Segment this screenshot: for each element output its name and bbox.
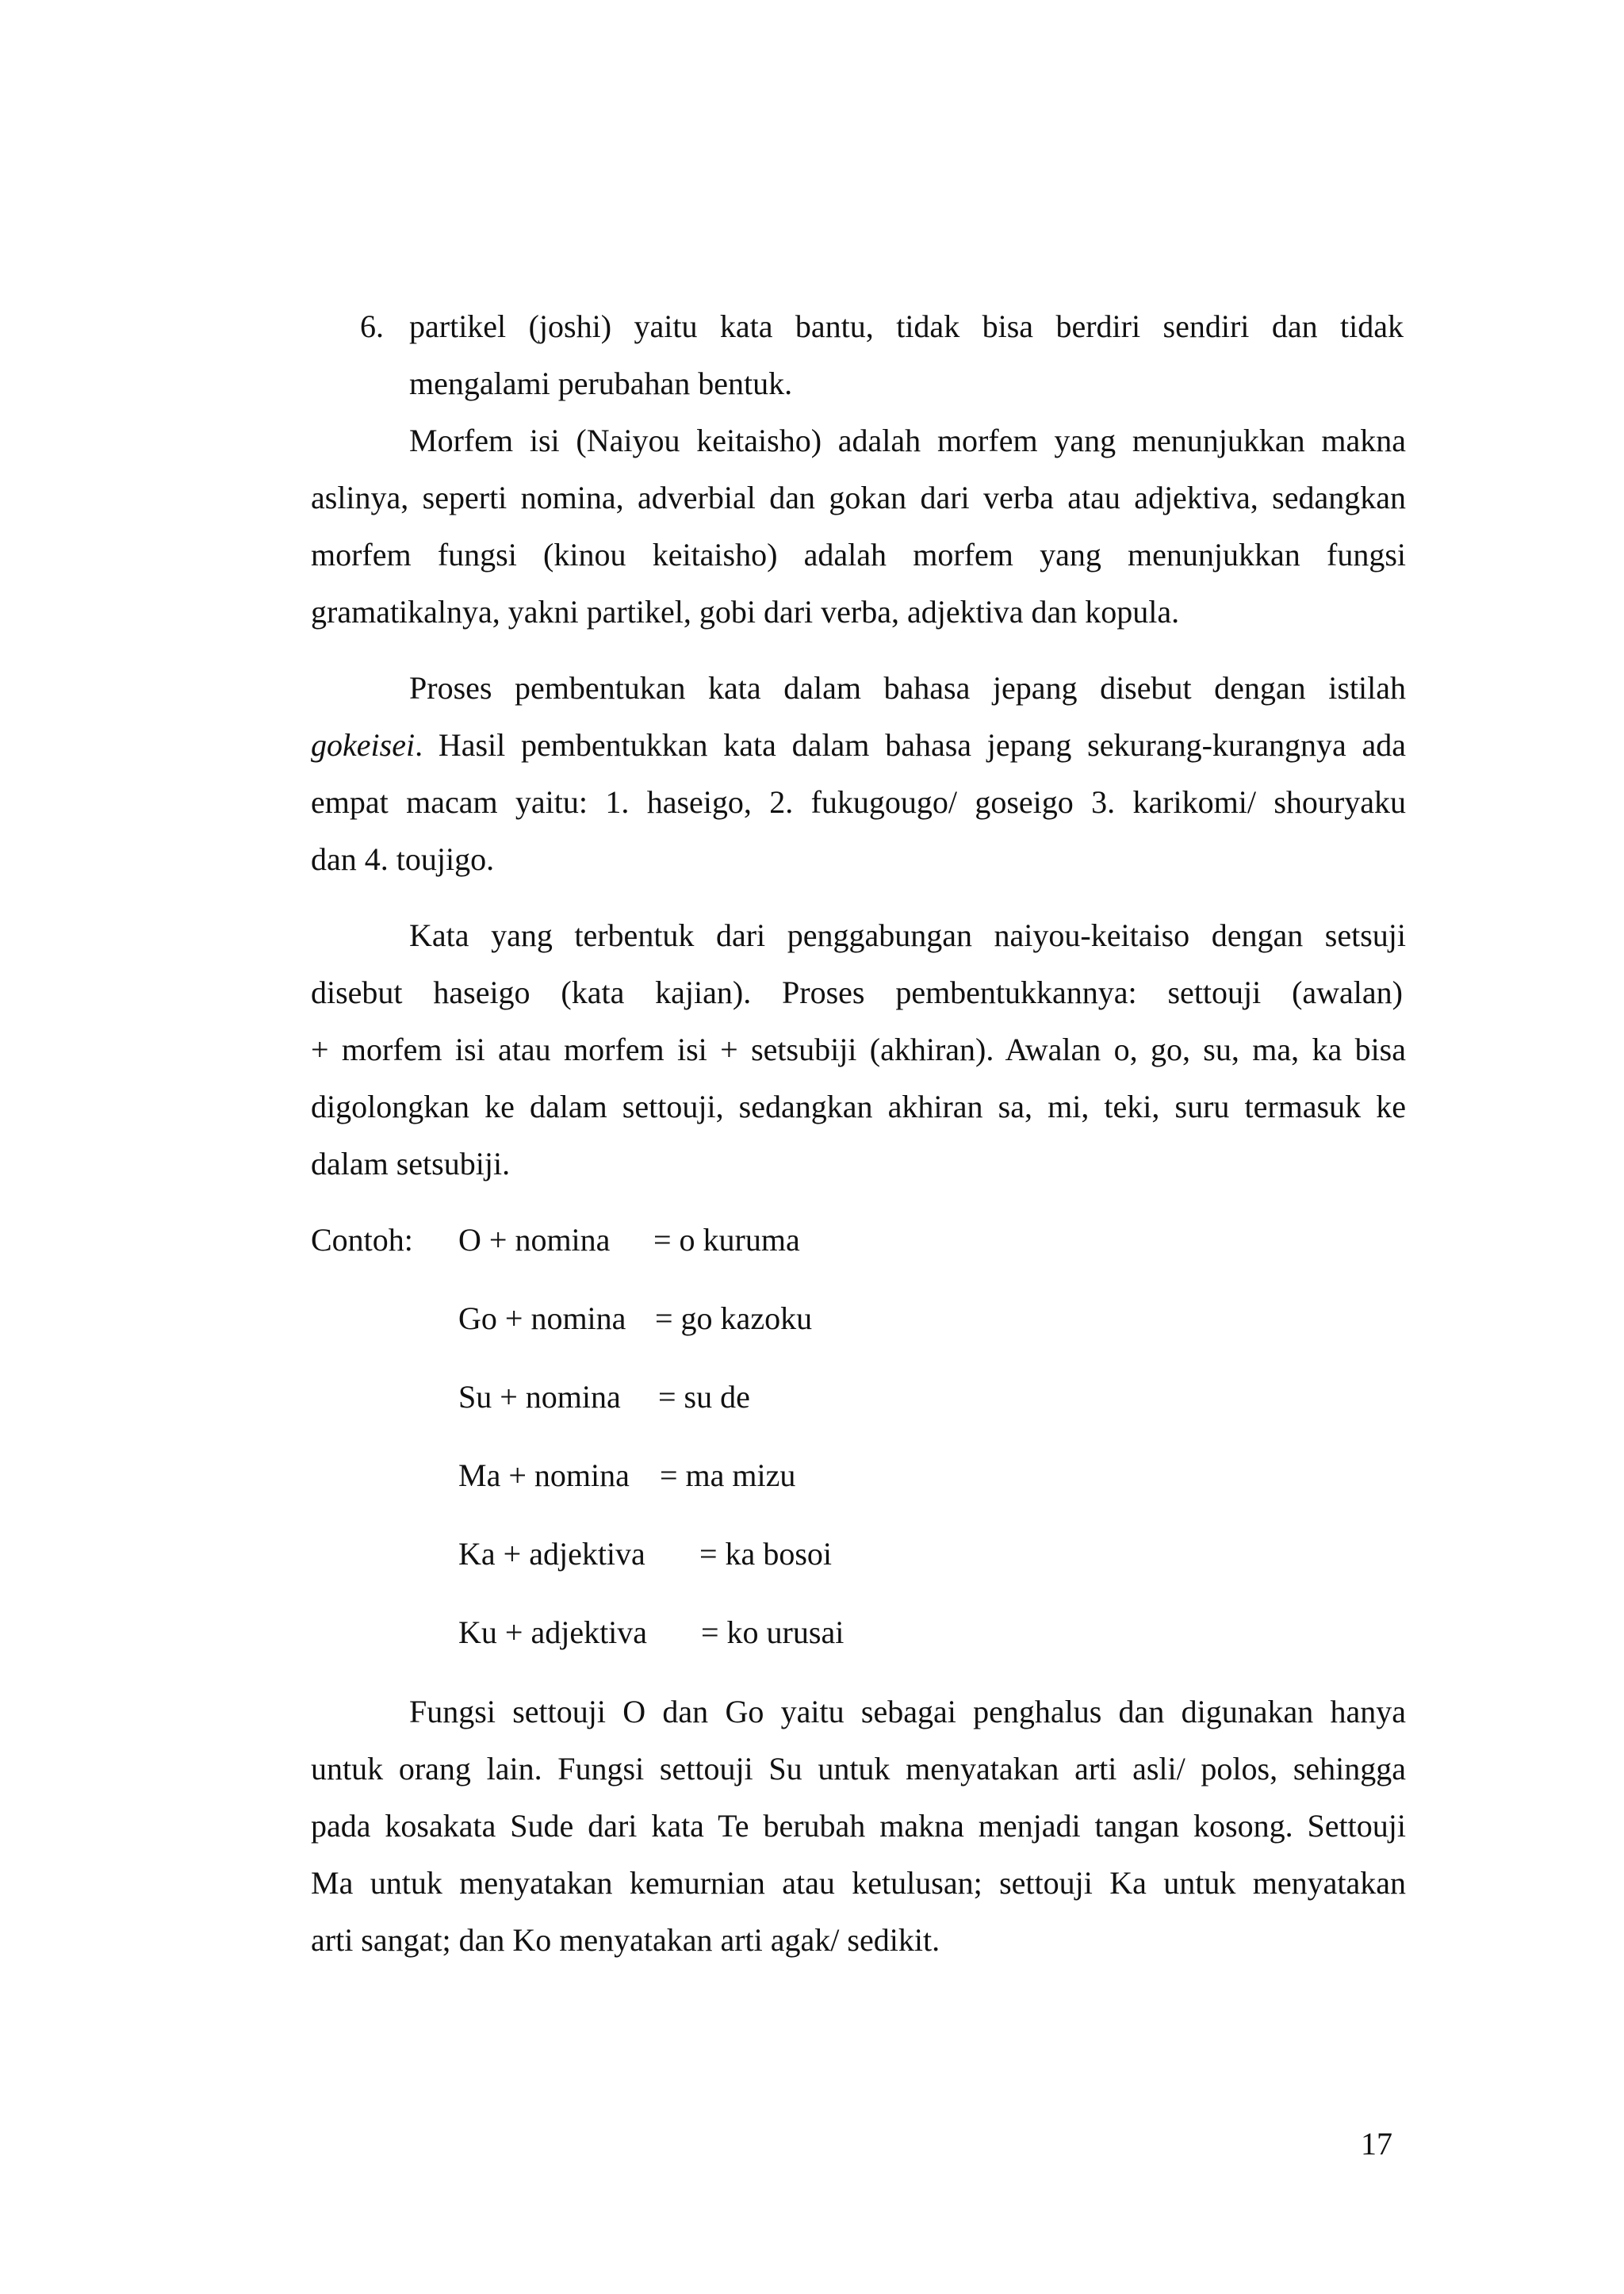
example-result: = ma mizu xyxy=(660,1457,796,1493)
italic-term: gokeisei xyxy=(311,727,416,763)
example-result: = go kazoku xyxy=(655,1300,813,1336)
paragraph-line: pada kosakata Sude dari kata Te berubah makna menjadi tangan kosong. Settouji xyxy=(311,1808,1406,1844)
paragraph-line: arti sangat; dan Ko menyatakan arti agak/ sedikit. xyxy=(311,1922,940,1958)
example-formula: O + nomina xyxy=(458,1222,611,1258)
example-formula: Go + nomina xyxy=(458,1300,626,1336)
example-formula: Su + nomina xyxy=(458,1379,621,1415)
paragraph-line: untuk orang lain. Fungsi settouji Su untuk menyatakan arti asli/ polos, sehingga xyxy=(311,1751,1406,1787)
paragraph-line xyxy=(311,726,1406,764)
paragraph-line: digolongkan ke dalam settouji, sedangkan akhiran sa, mi, teki, suru termasuk ke xyxy=(311,1089,1406,1124)
paragraph-line: aslinya, seperti nomina, adverbial dan gokan dari verba atau adjektiva, sedangkan xyxy=(311,480,1406,515)
list-item-number: 6. xyxy=(360,308,384,344)
paragraph-line: Kata yang terbentuk dari penggabungan naiyou-keitaiso dengan setsuji xyxy=(409,917,1406,953)
list-item-line-2: mengalami perubahan bentuk. xyxy=(409,366,793,401)
paragraph-line: dalam setsubiji. xyxy=(311,1146,511,1181)
example-formula: Ma + nomina xyxy=(458,1457,630,1493)
paragraph-line: empat macam yaitu: 1. haseigo, 2. fukugougo/ goseigo 3. karikomi/ shouryaku xyxy=(311,784,1406,820)
paragraph-line: disebut haseigo (kata kajian). Proses pembentukkannya: settouji (awalan) xyxy=(311,975,1403,1010)
example-result: = su de xyxy=(658,1379,750,1415)
paragraph-line: dan 4. toujigo. xyxy=(311,841,495,877)
paragraph-line: Ma untuk menyatakan kemurnian atau ketulusan; settouji Ka untuk menyatakan xyxy=(311,1865,1406,1901)
example-formula: Ku + adjektiva xyxy=(458,1614,648,1650)
paragraph-line: + morfem isi atau morfem isi + setsubiji (akhiran). Awalan o, go, su, ma, ka bisa xyxy=(311,1032,1406,1067)
example-result: = ka bosoi xyxy=(699,1536,832,1572)
examples-label: Contoh: xyxy=(311,1222,413,1258)
paragraph-line: gramatikalnya, yakni partikel, gobi dari verba, adjektiva dan kopula. xyxy=(311,594,1180,630)
paragraph-line: morfem fungsi (kinou keitaisho) adalah morfem yang menunjukkan fungsi xyxy=(311,537,1406,573)
list-item-line-1: partikel (joshi) yaitu kata bantu, tidak bisa berdiri sendiri dan tidak xyxy=(409,308,1404,344)
page-number: 17 xyxy=(1361,2126,1392,2162)
paragraph-line: Proses pembentukan kata dalam bahasa jepang disebut dengan istilah xyxy=(409,670,1406,706)
paragraph-line: Fungsi settouji O dan Go yaitu sebagai penghalus dan digunakan hanya xyxy=(409,1694,1406,1729)
paragraph-line-rest: . Hasil pembentukkan kata dalam bahasa jepang sekurang-kurangnya ada xyxy=(415,727,1406,763)
example-result: = o kuruma xyxy=(653,1222,800,1258)
example-result: = ko urusai xyxy=(701,1614,845,1650)
example-formula: Ka + adjektiva xyxy=(458,1536,645,1572)
paragraph-line: Morfem isi (Naiyou keitaisho) adalah morfem yang menunjukkan makna xyxy=(409,423,1406,458)
